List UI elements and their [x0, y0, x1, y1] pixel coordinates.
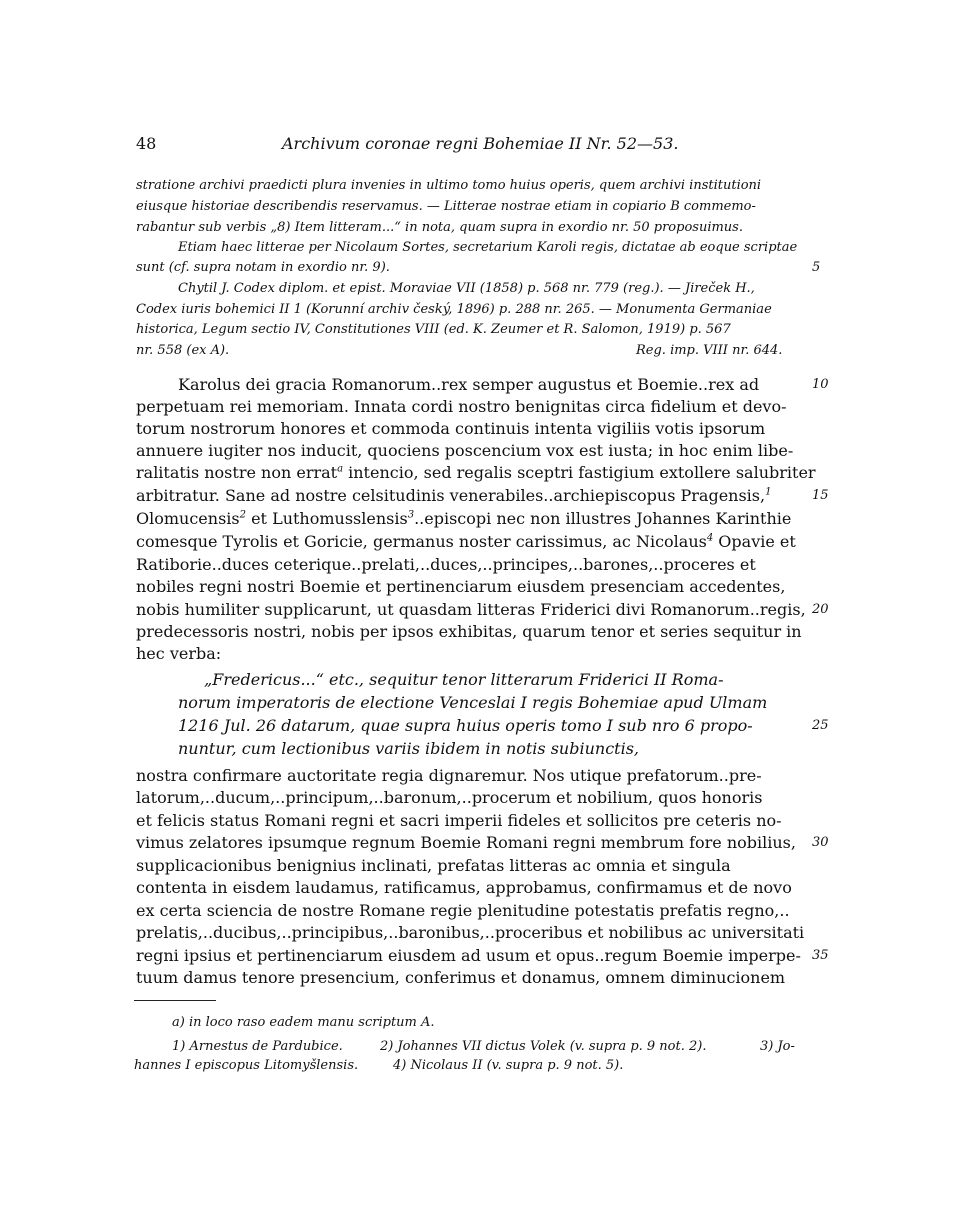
intro-line: stratione archivi praedicti plura invenies in ultimo tomo huius operis, quem archivi institutioni — [136, 178, 762, 193]
quote-line: norum imperatoris de electione Venceslai I regis Bohemiae apud Ulmam — [178, 693, 768, 712]
body-line: hec verba: — [136, 644, 222, 663]
footnote-ref-1: 1 — [765, 486, 772, 498]
body-line: supplicacionibus benignius inclinati, prefatas litteras ac omnia et singula — [136, 856, 731, 875]
body-text: et Luthomusslensis — [246, 509, 408, 528]
margin-line-number: 35 — [812, 948, 829, 963]
body-text: Olomucensis — [136, 509, 240, 528]
margin-line-number: 10 — [812, 377, 829, 392]
intro-line: nr. 558 (ex A). — [136, 343, 230, 358]
footnote-ref-3: 3 — [407, 509, 415, 521]
body-line: Ratiborie..duces ceterique..prelati,..duces,..principes,..barones,..proceres et — [136, 555, 756, 574]
intro-line: Chytil J. Codex diplom. et epist. Moraviae VII (1858) p. 568 nr. 779 (reg.). — Jireček H., — [178, 281, 755, 296]
body-line — [136, 486, 771, 505]
running-title: Archivum coronae regni Bohemiae II Nr. 52—53. — [282, 134, 679, 153]
body-line: perpetuam rei memoriam. Innata cordi nostro benignitas circa fidelium et devo- — [136, 397, 787, 416]
intro-line: historica, Legum sectio IV, Constitutiones VIII (ed. K. Zeumer et R. Salomon, 1919) p. 567 — [136, 322, 731, 337]
body-line: latorum,..ducum,..principum,..baronum,..procerum et nobilium, quos honoris — [136, 788, 763, 807]
body-line: annuere iugiter nos inducit, quociens poscencium vox est iusta; in hoc enim libe- — [136, 441, 794, 460]
body-line: contenta in eisdem laudamus, ratificamus, approbamus, confirmamus et de novo — [136, 878, 792, 897]
margin-line-number: 25 — [812, 718, 829, 733]
intro-line: Etiam haec litterae per Nicolaum Sortes, secretarium Karoli regis, dictatae ab eoque scriptae — [178, 240, 798, 255]
footnote-3: 3) Jo- — [760, 1039, 795, 1054]
footnote-4: 4) Nicolaus II (v. supra p. 9 not. 5). — [393, 1058, 624, 1073]
body-text: arbitratur. Sane ad nostre celsitudinis venerabiles..archiepiscopus Pragensis, — [136, 486, 766, 505]
footnote-separator — [134, 1000, 216, 1001]
margin-line-number: 15 — [812, 488, 829, 503]
body-text: ..episcopi nec non illustres Johannes Karinthie — [414, 509, 792, 528]
footnote-ref-a: a — [337, 463, 344, 475]
quote-line: nuntur, cum lectionibus variis ibidem in notis subiunctis, — [178, 739, 640, 758]
body-line: ex certa sciencia de nostre Romane regie plenitudine potestatis prefatis regno,.. — [136, 901, 790, 920]
body-line: nobiles regni nostri Boemie et pertinenciarum eiusdem presenciam accedentes, — [136, 577, 786, 596]
footnote-2: 2) Johannes VII dictus Volek (v. supra p. 9 not. 2). — [380, 1039, 707, 1054]
body-line: et felicis status Romani regni et sacri imperii fideles et sollicitos pre ceteris no- — [136, 811, 782, 830]
page-number: 48 — [136, 134, 157, 153]
body-line — [136, 532, 796, 551]
body-text: Opavie et — [713, 532, 796, 551]
footnote-a: a) in loco raso eadem manu scriptum A. — [172, 1015, 435, 1030]
body-line: tuum damus tenore presencium, conferimus et donamus, omnem diminucionem — [136, 968, 786, 987]
margin-line-number: 30 — [812, 835, 829, 850]
quote-line: „Fredericus...“ etc., sequitur tenor litterarum Friderici II Roma- — [204, 670, 724, 689]
intro-line: eiusque historiae describendis reservamus. — Litterae nostrae etiam in copiario B commemo- — [136, 199, 756, 214]
quote-line: 1216 Jul. 26 datarum, quae supra huius operis tomo I sub nro 6 propo- — [178, 716, 753, 735]
body-line: Karolus dei gracia Romanorum..rex semper augustus et Boemie..rex ad — [178, 375, 760, 394]
footnote-1: 1) Arnestus de Pardubice. — [172, 1039, 343, 1054]
body-text: ralitatis nostre non errat — [136, 463, 338, 482]
body-line: vimus zelatores ipsumque regnum Boemie Romani regni membrum fore nobilius, — [136, 833, 796, 852]
body-line: torum nostrorum honores et commoda continuis intenta vigiliis votis ipsorum — [136, 419, 766, 438]
margin-line-number: 5 — [812, 260, 821, 275]
body-line — [136, 509, 791, 528]
body-text: comesque Tyrolis et Goricie, germanus noster carissimus, ac Nicolaus — [136, 532, 707, 551]
body-line — [136, 463, 816, 482]
regest-reference: Reg. imp. VIII nr. 644. — [636, 343, 783, 358]
footnote-ref-2: 2 — [239, 509, 246, 521]
intro-line: sunt (cf. supra notam in exordio nr. 9). — [136, 260, 390, 275]
footnote-ref-4: 4 — [706, 532, 714, 544]
body-line: nostra confirmare auctoritate regia dignaremur. Nos utique prefatorum..pre- — [136, 766, 762, 785]
body-line: predecessoris nostri, nobis per ipsos exhibitas, quarum tenor et series sequitur in — [136, 622, 802, 641]
footnote-3-continued: hannes I episcopus Litomyšlensis. — [134, 1058, 359, 1073]
intro-line: Codex iuris bohemici II 1 (Korunní archiv český, 1896) p. 288 nr. 265. — Monumenta Germaniae — [136, 302, 772, 317]
intro-line: rabantur sub verbis „8) Item litteram...“ in nota, quam supra in exordio nr. 50 proposuimus. — [136, 220, 743, 235]
body-line: regni ipsius et pertinenciarum eiusdem ad usum et opus..regum Boemie imperpe- — [136, 946, 801, 965]
margin-line-number: 20 — [812, 602, 829, 617]
body-line: nobis humiliter supplicarunt, ut quasdam litteras Friderici divi Romanorum..regis, — [136, 600, 806, 619]
body-text: intencio, sed regalis sceptri fastigium extollere salubriter — [343, 463, 816, 482]
body-line: prelatis,..ducibus,..principibus,..baronibus,..proceribus et nobilibus ac universitati — [136, 923, 805, 942]
